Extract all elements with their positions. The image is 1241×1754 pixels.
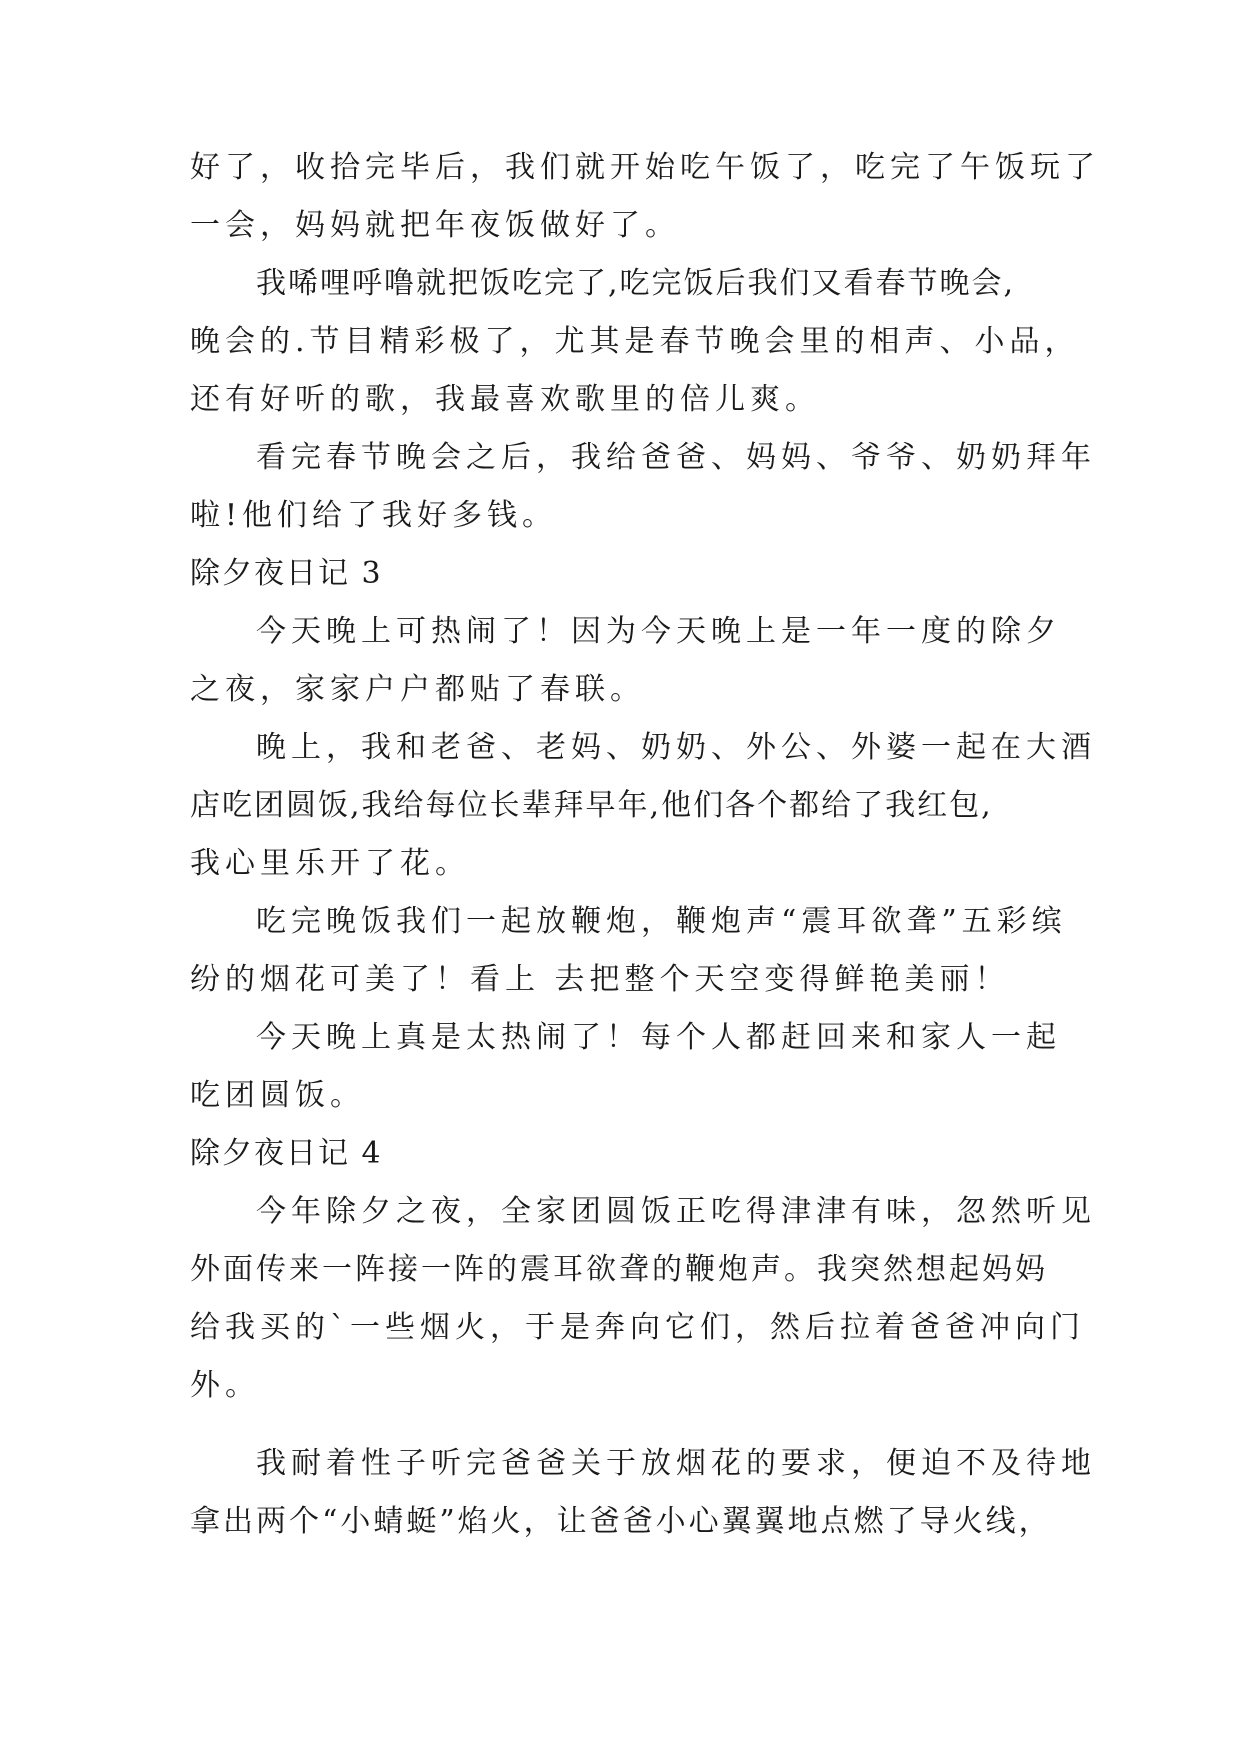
text-line: 一会，妈妈就把年夜饭做好了。: [190, 208, 680, 243]
paragraph-start-line: 今年除夕之夜，全家团圆饭正吃得津津有味，忽然听见: [256, 1194, 1096, 1229]
text-line: 外面传来一阵接一阵的震耳欲聋的鞭炮声。我突然想起妈妈: [190, 1252, 1048, 1287]
paragraph-start-line: 我唏哩呼噜就把饭吃完了,吃完饭后我们又看春节晚会,: [256, 266, 1016, 301]
text-line: 之夜，家家户户都贴了春联。: [190, 672, 645, 707]
paragraph-start-line: 吃完晚饭我们一起放鞭炮，鞭炮声“震耳欲聋”五彩缤: [256, 904, 1067, 939]
paragraph-start-line: 我耐着性子听完爸爸关于放烟花的要求，便迫不及待地: [256, 1446, 1096, 1481]
text-line: 拿出两个“小蜻蜓”焰火，让爸爸小心翼翼地点燃了导火线，: [190, 1504, 1052, 1539]
text-line: 啦!他们给了我好多钱。: [190, 498, 558, 533]
paragraph-start-line: 今天晚上可热闹了！因为今天晚上是一年一度的除夕: [256, 614, 1061, 649]
text-line: 晚会的.节目精彩极了，尤其是春节晚会里的相声、小品，: [190, 324, 1080, 359]
text-line: 好了，收拾完毕后，我们就开始吃午饭了，吃完了午饭玩了: [190, 150, 1100, 185]
paragraph-start-line: 晚上，我和老爸、老妈、奶奶、外公、外婆一起在大酒: [256, 730, 1096, 765]
text-line: 给我买的`一些烟火，于是奔向它们，然后拉着爸爸冲向门: [190, 1310, 1085, 1345]
text-line: 纷的烟花可美了！看上 去把整个天空变得鲜艳美丽！: [190, 962, 1010, 997]
text-line: 店吃团圆饭,我给每位长辈拜早年,他们各个都给了我红包,: [190, 788, 993, 823]
text-line: 外。: [190, 1368, 260, 1403]
section-heading: 除夕夜日记 4: [190, 1136, 383, 1171]
text-line: 吃团圆饭。: [190, 1078, 365, 1113]
section-heading: 除夕夜日记 3: [190, 556, 383, 591]
text-line: 还有好听的歌，我最喜欢歌里的倍儿爽。: [190, 382, 820, 417]
paragraph-start-line: 看完春节晚会之后，我给爸爸、妈妈、爷爷、奶奶拜年: [256, 440, 1096, 475]
text-line: 我心里乐开了花。: [190, 846, 470, 881]
paragraph-start-line: 今天晚上真是太热闹了！每个人都赶回来和家人一起: [256, 1020, 1061, 1055]
